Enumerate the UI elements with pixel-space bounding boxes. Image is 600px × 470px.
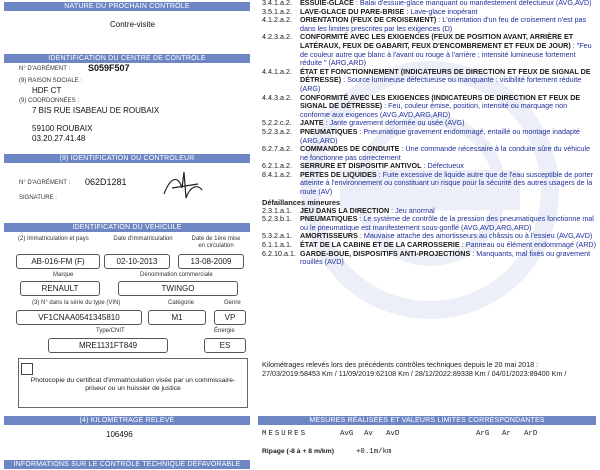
center-agrement-label: N° D'AGRÉMENT : xyxy=(19,66,71,72)
major-defect-detail: : Jante gravement déformée ou usée (AVG) xyxy=(323,118,465,128)
measure-col-av: Av xyxy=(364,430,373,438)
measure-col-ard: ArD xyxy=(524,430,538,438)
photocopy-note: Photocopie du certificat d'immatriculation visée par un commissaire-priseur ou un huissier de justice xyxy=(30,377,236,392)
raison-sociale-label: (9) RAISON SOCIALE : xyxy=(19,78,83,84)
minor-defect-heading: JEU DANS LA DIRECTION xyxy=(300,205,390,215)
minor-defect-code: 6.2.10.a.1. xyxy=(262,248,296,258)
major-defect-row xyxy=(262,171,596,197)
major-defect-row xyxy=(262,94,596,120)
category-value: M1 xyxy=(148,310,206,325)
ripage-value: +0.1m/km xyxy=(356,448,392,456)
minor-defect-code: 2.3.1.a.1. xyxy=(262,205,292,215)
minor-defect-code: 6.1.1.a.1. xyxy=(262,240,292,250)
vin-label: (3) N° dans la série du type (VIN) xyxy=(32,300,121,306)
major-defect-heading: CONFORMITÉ AVEC LES EXIGENCES (INDICATEURS DE DIRECTION ET FEUX DE SIGNAL DE DÉTRESSE) xyxy=(300,92,581,111)
minor-defect-detail: : Le système de contrôle de la pression des pneumatiques fonctionne mal ou le pneumatique est manifestement sous-gonflé (AVG,AVD,ARG,ARD) xyxy=(300,214,594,232)
type-cnit-value: MRE1131FT849 xyxy=(48,338,168,353)
date-immat-label: Date d'immatriculation xyxy=(113,236,173,242)
major-defect-heading: SERRURE ET DISPOSITIF ANTIVOL xyxy=(300,161,422,171)
measure-col-avd: AvD xyxy=(386,430,400,438)
date-immat-value: 02-10-2013 xyxy=(104,254,170,269)
type-cnit-label: Type/CNIT xyxy=(96,328,125,334)
major-defect-code: 5.2.2.c.2. xyxy=(262,118,292,128)
date-first-label: Date de 1ère mise en circulation xyxy=(191,236,241,249)
header-km: (4) KILOMÉTRAGE RELEVÉ xyxy=(4,416,250,425)
major-defect-code: 4.4.1.a.2. xyxy=(262,66,292,76)
vin-value: VF1CNAA0541345810 xyxy=(16,310,142,325)
major-defect-text xyxy=(300,145,596,162)
header-controller: (9) IDENTIFICATION DU CONTRÔLEUR xyxy=(4,154,250,163)
measure-col-avg: AvG xyxy=(340,430,354,438)
major-defect-code: 4.4.3.a.2. xyxy=(262,92,292,102)
header-info: INFORMATIONS SUR LE CONTRÔLE TECHNIQUE DÉFAVORABLE xyxy=(4,460,250,469)
header-next-control: NATURE DU PROCHAIN CONTRÔLE xyxy=(4,2,250,11)
signature-label: SIGNATURE : xyxy=(19,195,57,201)
major-defect-code: 8.4.1.a.2. xyxy=(262,169,292,179)
coordinates-label: (9) COORDONNÉES : xyxy=(19,98,80,104)
major-defect-detail: : Une commande nécessaire à la conduite sûre du véhicule ne fonctionne pas correctement xyxy=(300,144,591,162)
denomination-value: TWINGO xyxy=(118,281,238,296)
major-defect-text xyxy=(300,128,596,145)
energy-label: Énergie xyxy=(214,328,235,334)
raison-sociale-value: HDF CT xyxy=(32,86,62,95)
major-defect-code: 4.1.2.a.2. xyxy=(262,15,292,25)
major-defect-detail: : Feu, couleur émise, position, intensité ou marquage non conforme aux exigences (AVG,AVD,ARG,ARD) xyxy=(300,101,568,119)
minor-defects-title: Défaillances mineures xyxy=(262,197,341,207)
major-defect-code: 5.2.3.a.2. xyxy=(262,126,292,136)
marque-label: Marque xyxy=(53,272,74,278)
minor-defect-heading: ÉTAT DE LA CABINE ET DE LA CARROSSERIE xyxy=(300,240,460,250)
major-defect-detail: : Lave-glace inopérant xyxy=(404,6,478,16)
next-control-value: Contre-visite xyxy=(110,20,155,29)
measure-columns xyxy=(340,430,596,440)
immat-value: AB-016-FM (F) xyxy=(16,254,100,269)
ripage-label: Ripage (-8 à + 8 m/km) xyxy=(262,448,334,455)
major-defect-heading: COMMANDES DE CONDUITE xyxy=(300,144,400,154)
genre-label: Genre xyxy=(224,300,241,306)
minor-defect-detail: : Jeu anormal xyxy=(389,205,435,215)
header-measures: MESURES RÉALISÉES ET VALEURS LIMITES CORRESPONDANTES xyxy=(258,416,596,425)
major-defect-text xyxy=(300,68,596,94)
km-history: Kilométrages relevés lors des précédents contrôles techniques depuis le 20 mai 2018 : 27/03/2019:58453 Km / 11/09/2019:62108 Km / 28/12/2022:89338 Km / 04/01/2023:89400 Km / xyxy=(262,360,567,378)
major-defect-detail: : Fuite excessive de liquide autre que de l'eau susceptible de porter atteinte à l'environnement ou constituant un risque pour la sécurité des autres usagers de la route (AV) xyxy=(300,169,594,197)
denomination-label: Dénomination commerciale xyxy=(140,272,213,278)
major-defect-text xyxy=(300,171,596,197)
major-defect-row xyxy=(262,16,596,33)
minor-defect-row xyxy=(262,250,596,267)
energy-value: ES xyxy=(204,338,246,353)
major-defect-code: 4.2.3.a.2. xyxy=(262,32,292,42)
major-defect-text xyxy=(300,16,596,33)
major-defect-code: 3.5.1.a.2. xyxy=(262,6,292,16)
major-defect-heading: ÉTAT ET FONCTIONNEMENT (INDICATEURS DE DIRECTION ET FEUX DE SIGNAL DE DÉTRESSE) xyxy=(300,66,591,85)
major-defect-detail: : Défectueux xyxy=(421,161,464,171)
major-defect-detail: : "Feu de couleur autre que blanc à l'avant ou rouge à l'arrière ; intensité lumineuse fortement réduite " (ARG,ARD) xyxy=(300,40,592,68)
km-value: 106496 xyxy=(106,430,133,439)
major-defect-heading: JANTE xyxy=(300,118,324,128)
minor-defect-row xyxy=(262,215,596,232)
signature-drawing xyxy=(160,168,206,202)
major-defect-detail: : Pneumatique gravement endommagé, entaillé ou montage inadapté (ARG,ARD) xyxy=(300,126,580,145)
photocopy-box xyxy=(18,358,248,408)
major-defect-heading: ESSUIE-GLACE xyxy=(300,0,354,7)
immat-label: (2) Immatriculation et pays xyxy=(18,236,89,242)
minor-defect-detail: : Mauvaise attache des amortisseurs au châssis ou à l'essieu (AVG,AVD) xyxy=(357,231,593,241)
major-defect-detail: : L'orientation d'un feu de croisement n'est pas dans les limites prescrites par les exigences (D) xyxy=(300,15,587,33)
genre-value: VP xyxy=(214,310,246,325)
defect-list xyxy=(262,0,596,267)
header-vehicle: IDENTIFICATION DU VÉHICULE xyxy=(4,223,250,232)
address-line-1: 7 BIS RUE ISABEAU DE ROUBAIX xyxy=(32,106,160,115)
measures-title: MESURES xyxy=(262,430,308,438)
date-first-value: 13-08-2009 xyxy=(178,254,244,269)
header-center: IDENTIFICATION DU CENTRE DE CONTRÔLE xyxy=(4,54,250,63)
major-defect-heading: PERTES DE LIQUIDES xyxy=(300,169,377,179)
major-defect-detail: : Balai d'essuie-glace manquant ou manifestement défectueux (AVG,AVD) xyxy=(353,0,592,7)
major-defect-detail: : Source lumineuse défectueuse ou manquante : visibilité fortement réduite (ARG) xyxy=(300,75,582,93)
major-defect-row xyxy=(262,145,596,162)
minor-defect-heading: PNEUMATIQUES xyxy=(300,214,358,224)
category-label: Catégorie xyxy=(168,300,195,306)
major-defect-code: 6.2.1.a.2. xyxy=(262,161,292,171)
minor-defect-detail: : Panneau ou élément endommagé (ARD) xyxy=(459,240,596,250)
major-defect-heading: ORIENTATION (FEUX DE CROISEMENT) xyxy=(300,15,437,25)
minor-defect-text xyxy=(300,215,596,232)
minor-defect-heading: AMORTISSEURS xyxy=(300,231,358,241)
marque-value: RENAULT xyxy=(20,281,100,296)
center-agrement-value: S059F507 xyxy=(88,63,130,73)
photocopy-checkbox[interactable] xyxy=(21,363,33,375)
controller-agrement-label: N° D'AGRÉMENT : xyxy=(19,180,71,186)
minor-defect-text xyxy=(300,250,596,267)
major-defect-row xyxy=(262,128,596,145)
minor-defect-detail: : Manquants, mal fixés ou gravement rouillés (AVD) xyxy=(300,248,591,267)
major-defect-heading: LAVE-GLACE DU PARE-BRISE xyxy=(300,6,405,16)
major-defect-row xyxy=(262,68,596,94)
major-defect-text xyxy=(300,33,596,67)
minor-defect-heading: GARDE-BOUE, DISPOSITIFS ANTI-PROJECTIONS xyxy=(300,248,471,258)
major-defect-row xyxy=(262,33,596,67)
major-defect-text xyxy=(300,94,596,120)
measure-col-ar: Ar xyxy=(502,430,511,438)
major-defect-code: 3.4.1.a.2. xyxy=(262,0,292,7)
measure-col-arg: ArG xyxy=(476,430,490,438)
minor-defect-code: 5.2.3.b.1. xyxy=(262,214,292,224)
major-defect-heading: CONFORMITÉ AVEC LES EXIGENCES (FEUX DE POSITION AVANT, ARRIÈRE ET LATÉRAUX, FEUX DE GABARIT, FEUX D'ENCOMBREMENT ET FEUX DE JOUR) xyxy=(300,32,574,50)
major-defect-heading: PNEUMATIQUES xyxy=(300,126,358,136)
major-defect-code: 6.2.7.a.2. xyxy=(262,144,292,154)
address-line-2: 59100 ROUBAIX xyxy=(32,124,93,133)
phone: 03.20.27.41.48 xyxy=(32,134,86,143)
controller-agrement-value: 062D1281 xyxy=(85,177,127,187)
minor-defect-code: 5.3.2.a.1. xyxy=(262,231,292,241)
